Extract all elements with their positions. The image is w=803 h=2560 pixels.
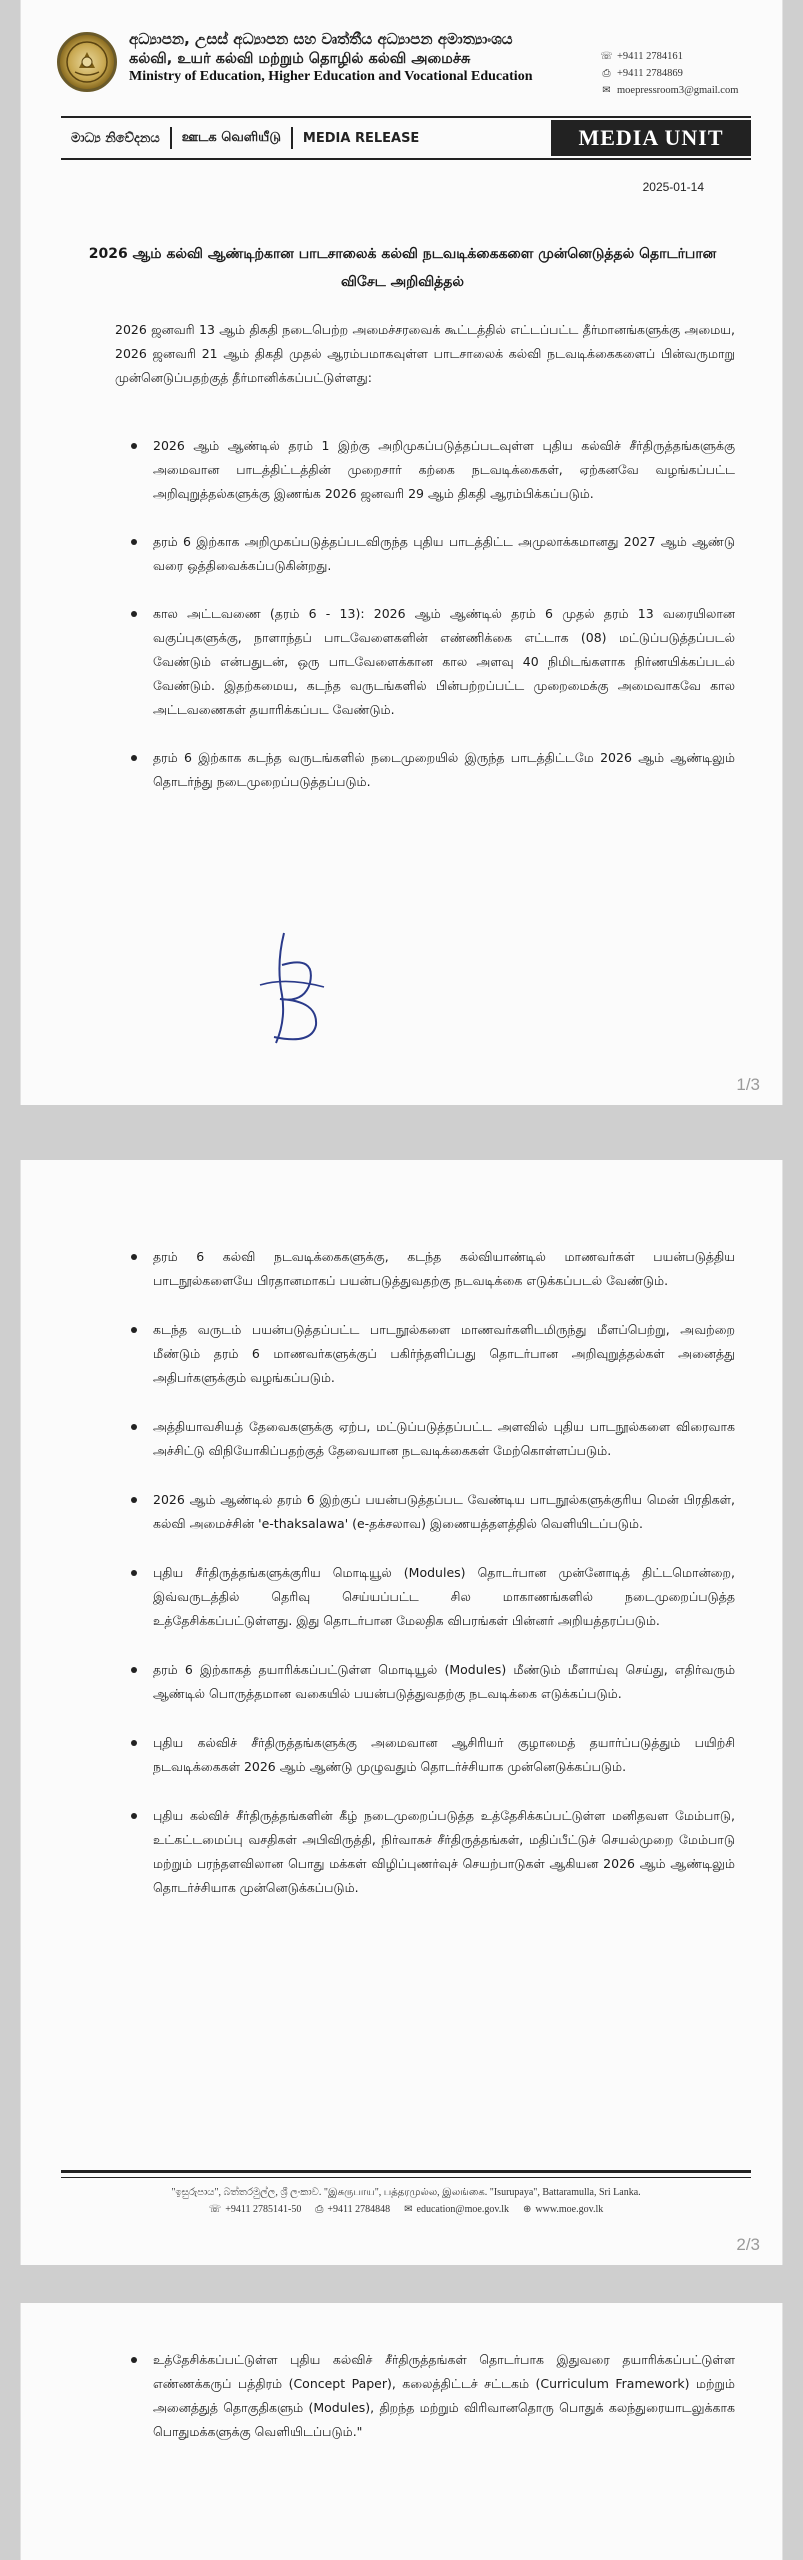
list-item: புதிய சீர்திருத்தங்களுக்குரிய மொடியூல் (Modules) தொடர்பான முன்னோடித் திட்டமொன்றை, இவ்வருடத்தில் தெரிவு செய்யப்பட்ட சில மாகாணங்களில் நடைமுறைப்படுத்த உத்தேசிக்கப்பட்டுள்ளது. இது தொடர்பான மேலதிக விபரங்கள் பின்னர் அறியத்தரப்படும். <box>123 1561 735 1633</box>
footer-phone <box>209 2202 302 2218</box>
decisions-list-continued <box>123 1245 735 1925</box>
footer-rule <box>61 2170 751 2173</box>
banner-sinhala: මාධ්‍ය නිවේදනය <box>71 130 160 146</box>
contact-email <box>601 82 738 99</box>
contact-fax <box>601 65 738 82</box>
page-number-indicator: 2/3 <box>736 2235 760 2254</box>
ministry-name-english: Ministry of Education, Higher Education and Vocational Education <box>129 69 533 85</box>
media-release-banner <box>61 116 751 160</box>
list-item: தரம் 6 இற்காக கடந்த வருடங்களில் நடைமுறையில் இருந்த பாடத்திட்டமே 2026 ஆம் ஆண்டிலும் தொடர்ந்து நடைமுறைப்படுத்தப்படும். <box>123 746 735 794</box>
list-item: புதிய கல்விச் சீர்திருத்தங்களுக்கு அமைவான ஆசிரியர் குழாமைத் தயார்ப்படுத்தும் பயிற்சி நடவடிக்கைகள் 2026 ஆம் ஆண்டு முழுவதும் தொடர்ச்சியாக முன்னெடுக்கப்படும். <box>123 1731 735 1779</box>
ministry-name-sinhala: අධ්‍යාපන, උසස් අධ්‍යාපන සහ වෘත්තීය අධ්‍යාපන අමාත්‍යාංශය <box>129 30 513 48</box>
document-page-1 <box>20 0 783 1105</box>
footer-email-text: education@moe.gov.lk <box>416 2204 509 2215</box>
email-icon: ✉ <box>602 85 611 96</box>
footer-address: "ඉසුරුපාය", බත්තරමුල්ල, ශ්‍රී ලංකාව. "இசுருபாய", பத்தரமுல்ல, இலங்கை. "Isurupaya", Battaramulla, Sri Lanka. <box>171 2187 641 2198</box>
footer-fax-text: +9411 2784848 <box>327 2204 391 2215</box>
list-item: தரம் 6 இற்காக அறிமுகப்படுத்தப்படவிருந்த புதிய பாடத்திட்ட அமுலாக்கமானது 2027 ஆம் ஆண்டு வரை ஒத்திவைக்கப்படுகின்றது. <box>123 530 735 578</box>
phone-icon: ☏ <box>208 2204 222 2215</box>
letterhead <box>21 0 783 170</box>
list-item: கடந்த வருடம் பயன்படுத்தப்பட்ட பாடநூல்களை மாணவர்களிடமிருந்து மீளப்பெற்று, அவற்றை மீண்டும் தரம் 6 மாணவர்களுக்குப் பகிர்ந்தளிப்பது தொடர்பான அறிவுறுத்தல்கள் அனைத்து அதிபர்களுக்கும் வழங்கப்படும். <box>123 1318 735 1390</box>
footer-fax <box>315 2202 390 2218</box>
banner-english: MEDIA RELEASE <box>302 130 420 146</box>
list-item: புதிய கல்விச் சீர்திருத்தங்களின் கீழ் நடைமுறைப்படுத்த உத்தேசிக்கப்பட்டுள்ள மனிதவள மேம்பாடு, உட்கட்டமைப்பு வசதிகள் அபிவிருத்தி, நிர்வாகச் சீர்திருத்தங்கள், மதிப்பீட்டுச் செயல்முறை மேம்பாடு மற்றும் பரந்தளவிலான பொது மக்கள் விழிப்புணர்வுச் செயற்பாடுகள் ஆகியன 2026 ஆம் ஆண்டிலும் தொடர்ச்சியாக முன்னெடுக்கப்படும். <box>123 1804 735 1900</box>
footer-web <box>523 2202 603 2218</box>
media-unit-label: MEDIA UNIT <box>551 120 751 156</box>
handwritten-signature <box>246 925 336 1055</box>
letterhead-contacts <box>601 48 738 99</box>
banner-tamil: ஊடக வெளியீடு <box>181 130 281 145</box>
contact-phone <box>601 48 738 65</box>
decisions-list-final <box>123 2348 735 2444</box>
ministry-names <box>129 30 599 87</box>
release-date: 2025-01-14 <box>642 180 704 194</box>
fax-icon: ⎙ <box>315 2204 324 2215</box>
list-item: உத்தேசிக்கப்பட்டுள்ள புதிய கல்விச் சீர்திருத்தங்கள் தொடர்பாக இதுவரை தயாரிக்கப்பட்டுள்ள எண்ணக்கருப் பத்திரம் (Concept Paper), கலைத்திட்டச் சட்டகம் (Curriculum Framework) மற்றும் அனைத்துத் தொகுதிகளும் (Modules), திறந்த மற்றும் விரிவானதொரு பொதுக் கலந்துரையாடலுக்காக பொதுமக்களுக்கு வெளியிடப்படும்." <box>123 2348 735 2444</box>
page-number-indicator: 1/3 <box>736 1075 760 1094</box>
email-icon: ✉ <box>404 2204 413 2215</box>
letterhead-footer <box>61 2170 751 2218</box>
list-item: தரம் 6 இற்காகத் தயாரிக்கப்பட்டுள்ள மொடியூல் (Modules) மீண்டும் மீளாய்வு செய்து, எதிர்வரும் ஆண்டில் பொருத்தமான வகையில் பயன்படுத்துவதற்கு நடவடிக்கை எடுக்கப்படும். <box>123 1658 735 1706</box>
national-emblem-seal <box>57 32 117 92</box>
list-item: 2026 ஆம் ஆண்டில் தரம் 6 இற்குப் பயன்படுத்தப்பட வேண்டிய பாடநூல்களுக்குரிய மென் பிரதிகள், கல்வி அமைச்சின் 'e-thaksalawa' (e-தக்சலாவ) இணையத்தளத்தில் வெளியிடப்படும். <box>123 1488 735 1536</box>
footer-phone-text: +9411 2785141-50 <box>225 2204 302 2215</box>
footer-email <box>404 2202 509 2218</box>
document-page-2 <box>20 1160 783 2265</box>
decisions-list <box>123 434 735 818</box>
document-title: 2026 ஆம் கல்வி ஆண்டிற்கான பாடசாலைக் கல்வி நடவடிக்கைகளை முன்னெடுத்தல் தொடர்பான விசேட அறிவித்தல் <box>88 246 717 290</box>
list-item: தரம் 6 கல்வி நடவடிக்கைகளுக்கு, கடந்த கல்வியாண்டில் மாணவர்கள் பயன்படுத்திய பாடநூல்களையே பிரதானமாகப் பயன்படுத்துவதற்கு நடவடிக்கை எடுக்கப்படல் வேண்டும். <box>123 1245 735 1293</box>
footer-contacts <box>61 2202 751 2218</box>
contact-fax-text: +9411 2784869 <box>617 68 683 79</box>
globe-icon: ⊕ <box>522 2204 532 2215</box>
contact-phone-text: +9411 2784161 <box>617 51 683 62</box>
ministry-name-tamil: கல்வி, உயர் கல்வி மற்றும் தொழில் கல்வி அமைச்சு <box>129 50 471 67</box>
phone-icon: ☏ <box>600 51 613 62</box>
document-page-3 <box>20 2303 783 2560</box>
intro-paragraph: 2026 ஜனவரி 13 ஆம் திகதி நடைபெற்ற அமைச்சரவைக் கூட்டத்தில் எட்டப்பட்ட தீர்மானங்களுக்கு அமைய, 2026 ஜனவரி 21 ஆம் திகதி முதல் ஆரம்பமாகவுள்ள பாடசாலைக் கல்வி நடவடிக்கைகளைப் பின்வருமாறு முன்னெடுப்பதற்குத் தீர்மானிக்கப்பட்டுள்ளது: <box>115 322 735 385</box>
footer-rule-thin <box>61 2177 751 2178</box>
footer-web-text: www.moe.gov.lk <box>535 2204 604 2215</box>
contact-email-text: moepressroom3@gmail.com <box>617 85 739 96</box>
list-item: கால அட்டவணை (தரம் 6 - 13): 2026 ஆம் ஆண்டில் தரம் 6 முதல் தரம் 13 வரையிலான வகுப்புகளுக்கு, நாளாந்தப் பாடவேளைகளின் எண்ணிக்கை எட்டாக (08) மட்டுப்படுத்தப்படல் வேண்டும் என்பதுடன், ஒரு பாடவேளைக்கான கால அளவு 40 நிமிடங்களாக நிர்ணயிக்கப்படல் வேண்டும். இதற்கமைய, கடந்த வருடங்களில் பின்பற்றப்பட்ட முறைமைக்கு அமைவாகவே கால அட்டவணைகள் தயாரிக்கப்பட வேண்டும். <box>123 602 735 722</box>
list-item: அத்தியாவசியத் தேவைகளுக்கு ஏற்ப, மட்டுப்படுத்தப்பட்ட அளவில் புதிய பாடநூல்களை விரைவாக அச்சிட்டு விநியோகிப்பதற்குத் தேவையான நடவடிக்கைகள் மேற்கொள்ளப்படும். <box>123 1415 735 1463</box>
list-item: 2026 ஆம் ஆண்டில் தரம் 1 இற்கு அறிமுகப்படுத்தப்படவுள்ள புதிய கல்விச் சீர்திருத்தங்களுக்கு அமைவான பாடத்திட்டத்தின் முறைசார் கற்கை நடவடிக்கைகள், ஏற்கனவே வழங்கப்பட்ட அறிவுறுத்தல்களுக்கு இணங்க 2026 ஜனவரி 29 ஆம் திகதி ஆரம்பிக்கப்படும். <box>123 434 735 506</box>
fax-icon: ⎙ <box>602 68 611 79</box>
